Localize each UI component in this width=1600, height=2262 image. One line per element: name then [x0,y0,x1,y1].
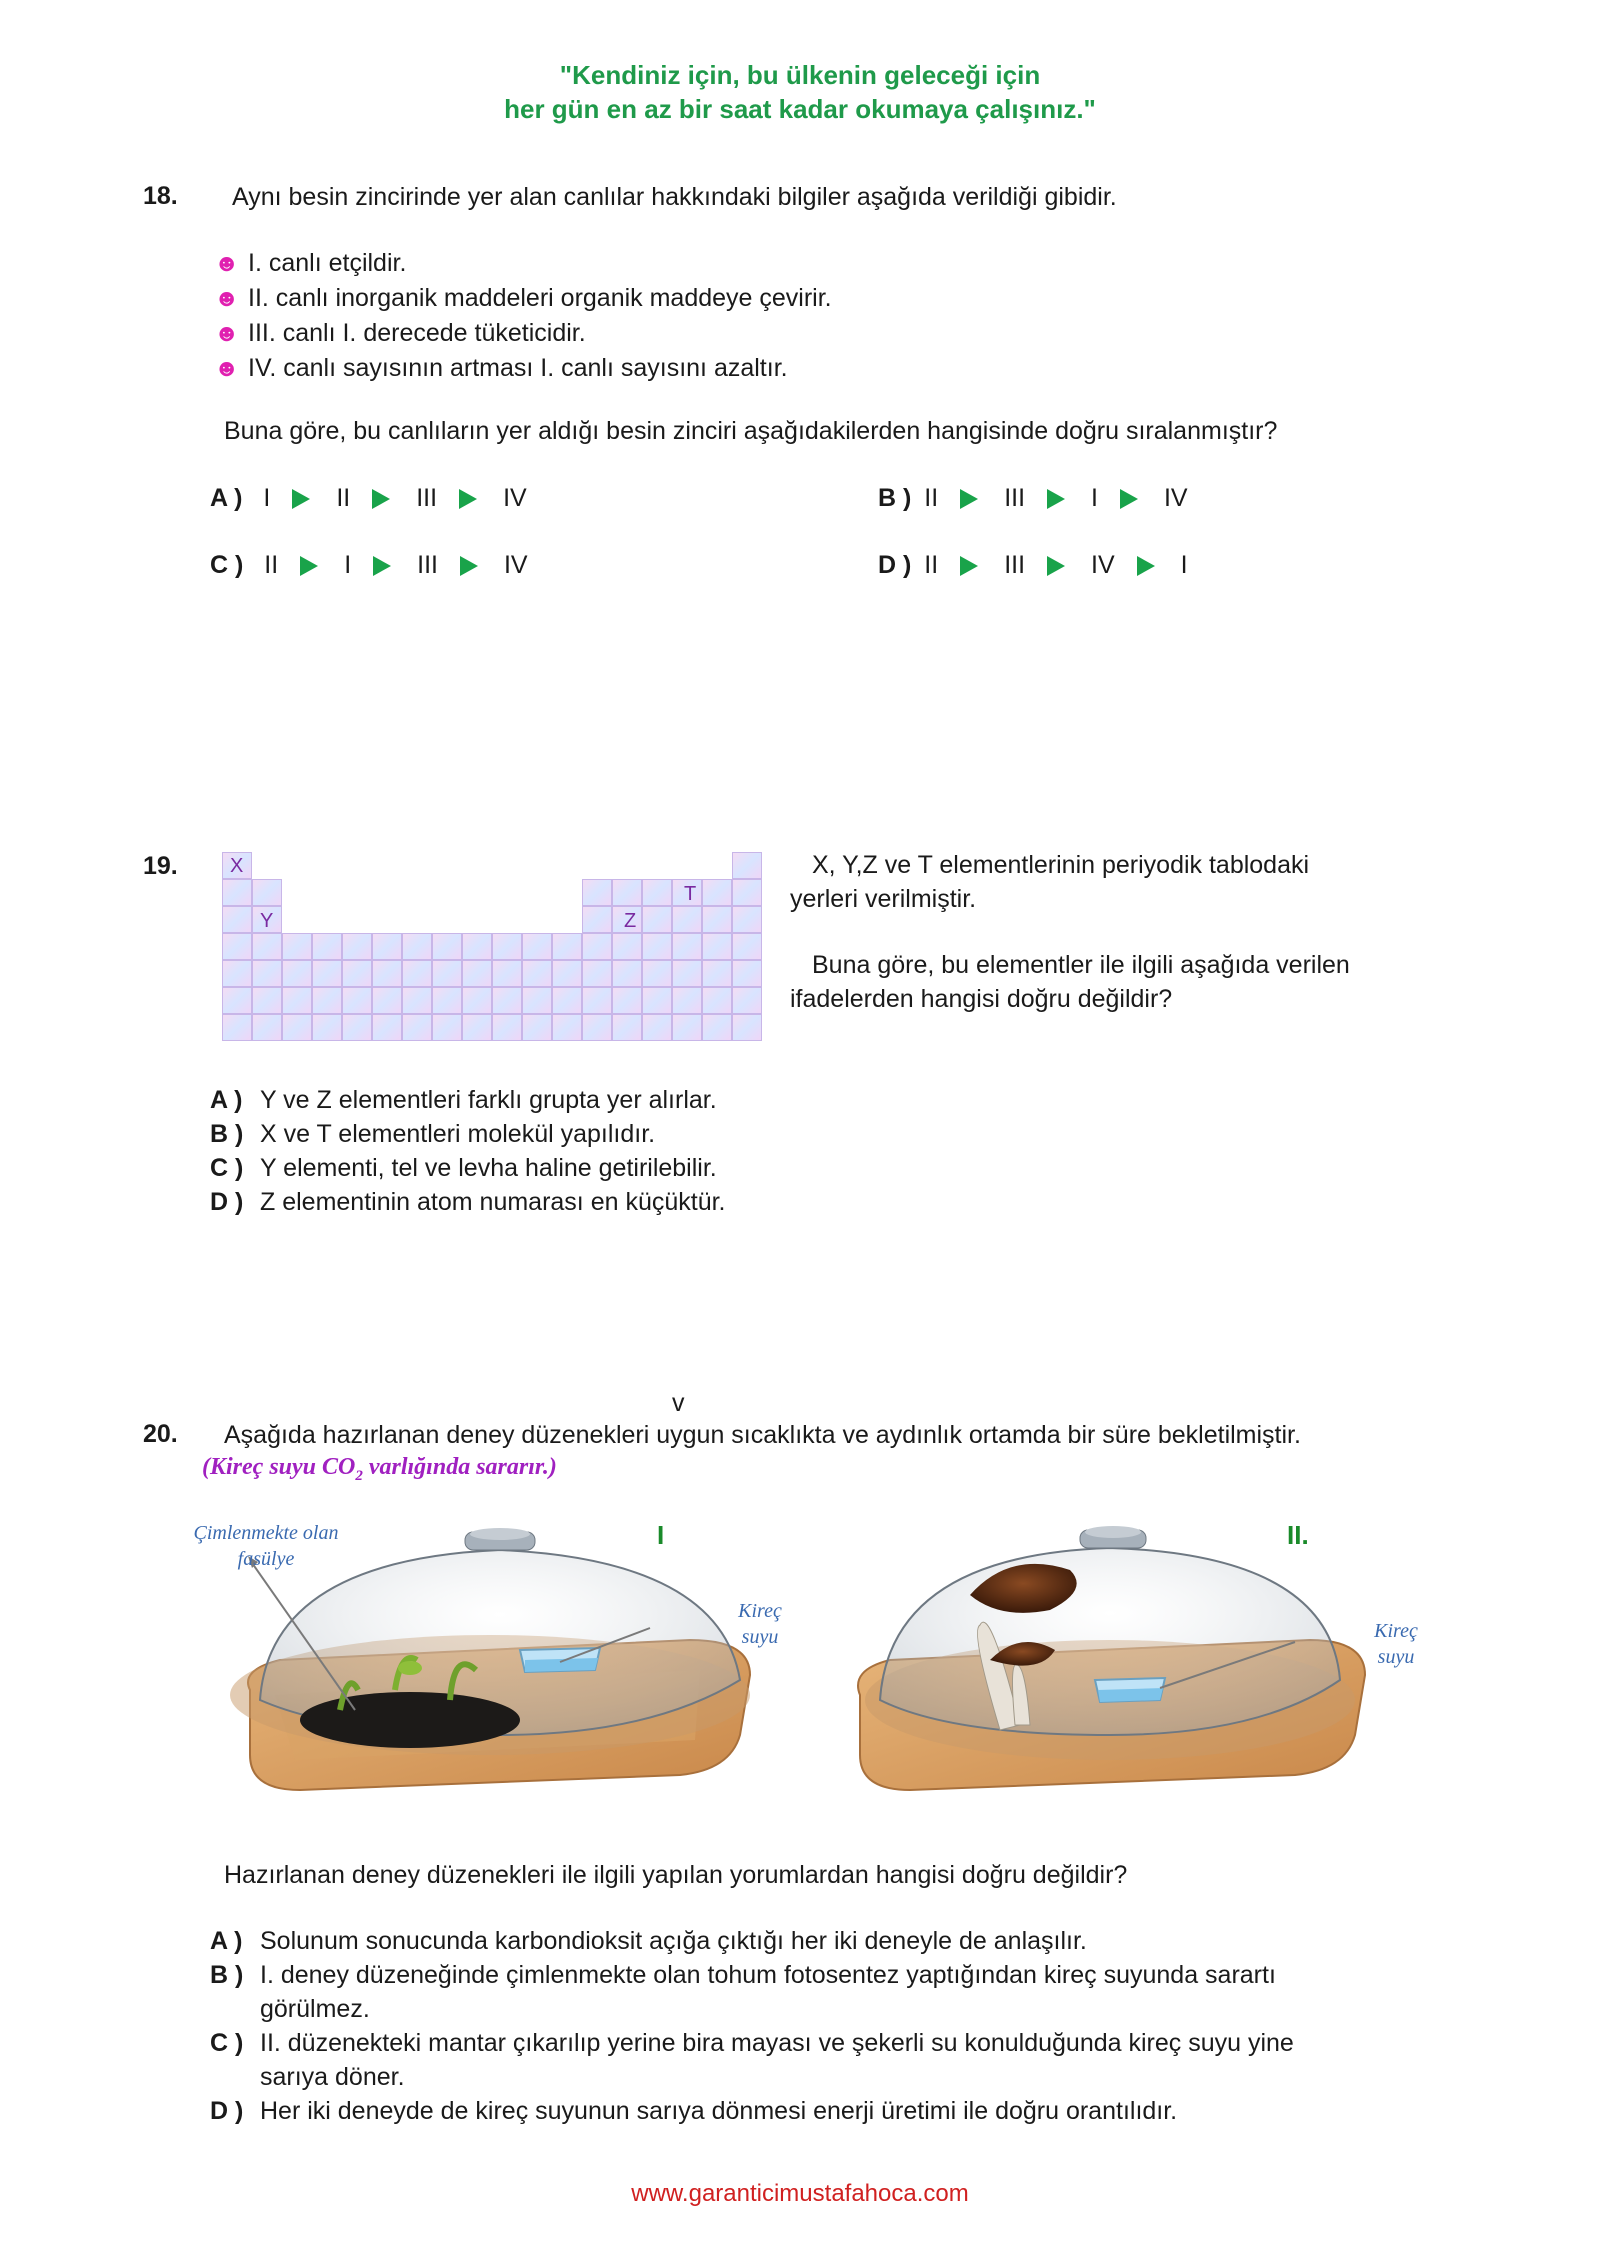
periodic-cell [432,933,462,960]
periodic-cell [282,960,312,987]
periodic-cell [732,852,762,879]
question-19-intro: X, Y,Z ve T elementlerinin periyodik tablodaki yerleri verilmiştir. [790,851,1310,913]
periodic-cell [462,960,492,987]
periodic-cell [642,960,672,987]
setup-2-water-label: Kireç suyu [1374,1620,1418,1668]
periodic-cell [222,933,252,960]
question-19-number: 19. [143,852,178,880]
periodic-cell [672,1014,702,1041]
periodic-cell [492,987,522,1014]
option-b[interactable]: B ) II III I IV [878,484,1188,512]
periodic-cell [642,906,672,933]
periodic-cell [612,879,642,906]
periodic-cell [552,987,582,1014]
periodic-cell [612,960,642,987]
setup-1-water-label: Kireç suyu [738,1600,782,1648]
periodic-cell [672,987,702,1014]
periodic-cell [222,1014,252,1041]
setup-2-illustration [840,1510,1380,1820]
periodic-cell [732,960,762,987]
arrow-right-icon [373,556,391,576]
periodic-cell [222,960,252,987]
arrow-right-icon [459,489,477,509]
periodic-cell [222,987,252,1014]
periodic-cell [642,933,672,960]
periodic-cell [732,933,762,960]
option-b[interactable]: B ) X ve T elementleri molekül yapılıdır. [210,1120,656,1148]
footer-url[interactable]: www.garanticimustafahoca.com [631,2180,969,2207]
periodic-cell [732,1014,762,1041]
setup-2-roman: II. [1287,1520,1309,1550]
bullet-item: ☻ IV. canlı sayısının artması I. canlı sayısını azaltır. [214,351,832,386]
smiley-bullet-icon: ☻ [214,285,240,312]
question-20-prompt: Hazırlanan deney düzenekleri ile ilgili yapılan yorumlardan hangisi doğru değildir? [224,1861,1128,1889]
periodic-cell [612,933,642,960]
periodic-cell [552,933,582,960]
question-20-options [210,1924,1410,2128]
periodic-cell [552,960,582,987]
periodic-cell [702,906,732,933]
periodic-cell [372,960,402,987]
periodic-cell [492,933,522,960]
periodic-cell [282,987,312,1014]
periodic-cell [702,987,732,1014]
option-b[interactable]: B ) I. deney düzeneğinde çimlenmekte olan tohum fotosentez yaptığından kireç suyunda sarartı görülmez. [210,1961,1276,2023]
periodic-cell [612,987,642,1014]
periodic-cell [432,1014,462,1041]
option-c[interactable]: C ) Y elementi, tel ve levha haline getirilebilir. [210,1154,717,1182]
periodic-cell [492,960,522,987]
element-z-label: Z [624,910,637,932]
arrow-right-icon [460,556,478,576]
bullet-item: ☻ II. canlı inorganik maddeleri organik maddeye çevirir. [214,281,832,316]
option-c[interactable]: C ) II. düzenekteki mantar çıkarılıp yerine bira mayası ve şekerli su konulduğunda kireç suyu yine sarıya döner. [210,2029,1294,2091]
arrow-right-icon [960,489,978,509]
seed-label: Çimlenmekte olan fasülye [193,1522,339,1570]
option-d[interactable]: D ) II III IV I [878,551,1188,579]
periodic-cell [732,987,762,1014]
element-t-label: T [684,883,697,905]
bullet-item: ☻ III. canlı I. derecede tüketicidir. [214,316,832,351]
quote-line-2: her gün en az bir saat kadar okumaya çalışınız." [504,94,1096,124]
periodic-cell [642,1014,672,1041]
periodic-cell [462,987,492,1014]
periodic-cell [372,1014,402,1041]
periodic-cell [732,906,762,933]
periodic-cell [582,933,612,960]
periodic-cell [222,906,252,933]
periodic-cell [402,987,432,1014]
periodic-cell [642,879,672,906]
periodic-cell [252,987,282,1014]
periodic-cell [522,1014,552,1041]
periodic-cell [282,1014,312,1041]
periodic-cell [342,960,372,987]
periodic-cell [222,879,252,906]
periodic-cell [612,1014,642,1041]
periodic-cell [702,960,732,987]
periodic-cell [402,1014,432,1041]
option-d[interactable]: D ) Her iki deneyde de kireç suyunun sarıya dönmesi enerji üretimi ile doğru orantılıdır. [210,2097,1178,2125]
periodic-cell [492,1014,522,1041]
option-d[interactable]: D ) Z elementinin atom numarası en küçüktür. [210,1188,726,1216]
header-quote [0,58,1600,126]
periodic-cell [522,987,552,1014]
lime-water-note: (Kireç suyu $CO_2$ varlığında sararır.) [202,1454,557,1484]
periodic-cell [312,1014,342,1041]
question-18-prompt: Buna göre, bu canlıların yer aldığı besin zinciri aşağıdakilerden hangisinde doğru sıralanmıştır? [224,417,1278,445]
periodic-cell [432,960,462,987]
arrow-right-icon [1137,556,1155,576]
periodic-table [222,852,768,1050]
periodic-cell [312,933,342,960]
periodic-cell [372,933,402,960]
periodic-cell [702,1014,732,1041]
arrow-right-icon [1047,489,1065,509]
periodic-cell [642,987,672,1014]
periodic-cell [312,960,342,987]
periodic-cell [582,960,612,987]
stray-mark: v [672,1389,685,1417]
option-a[interactable]: A ) Solunum sonucunda karbondioksit açığa çıktığı her iki deneyle de anlaşılır. [210,1927,1087,1955]
periodic-cell [252,960,282,987]
arrow-right-icon [372,489,390,509]
periodic-cell [432,987,462,1014]
element-y-label: Y [260,910,274,932]
question-19-prompt: Buna göre, bu elementler ile ilgili aşağıda verilen ifadelerden hangisi doğru değildir? [790,951,1350,1013]
periodic-cell [732,879,762,906]
arrow-right-icon [1047,556,1065,576]
periodic-cell [342,933,372,960]
option-a[interactable]: A ) Y ve Z elementleri farklı grupta yer alırlar. [210,1086,717,1114]
periodic-cell [252,879,282,906]
periodic-cell [252,933,282,960]
question-20-stem: Aşağıda hazırlanan deney düzenekleri uygun sıcaklıkta ve aydınlık ortamda bir süre bekletilmiştir. [224,1421,1301,1449]
periodic-cell [672,960,702,987]
option-c[interactable]: C ) II I III IV [210,551,528,579]
periodic-cell [582,987,612,1014]
question-18-stem: Aynı besin zincirinde yer alan canlılar hakkındaki bilgiler aşağıda verildiği gibidir. [232,183,1117,211]
arrow-right-icon [300,556,318,576]
question-20-number: 20. [143,1420,178,1448]
periodic-cell [582,1014,612,1041]
periodic-cell [582,879,612,906]
arrow-right-icon [960,556,978,576]
periodic-cell [342,1014,372,1041]
smiley-bullet-icon: ☻ [214,320,240,347]
periodic-cell [582,906,612,933]
periodic-cell [462,933,492,960]
periodic-cell [462,1014,492,1041]
arrow-right-icon [1120,489,1138,509]
quote-line-1: "Kendiniz için, bu ülkenin geleceği için [559,60,1041,90]
periodic-cell [672,906,702,933]
periodic-cell [522,960,552,987]
periodic-cell [402,960,432,987]
periodic-cell [552,1014,582,1041]
periodic-cell [282,933,312,960]
periodic-cell [672,933,702,960]
option-a[interactable]: A ) I II III IV [210,484,527,512]
question-19-options [210,1083,726,1219]
smiley-bullet-icon: ☻ [214,355,240,382]
periodic-cell [702,879,732,906]
element-x-label: X [230,855,244,877]
periodic-cell [372,987,402,1014]
periodic-cell [702,933,732,960]
question-18-number: 18. [143,182,178,210]
periodic-cell [252,1014,282,1041]
bullet-item: ☻ I. canlı etçildir. [214,246,832,281]
periodic-cell [402,933,432,960]
periodic-cell [522,933,552,960]
setup-1-roman: I [657,1520,665,1550]
question-18-bullets [214,246,832,386]
arrow-right-icon [292,489,310,509]
smiley-bullet-icon: ☻ [214,250,240,277]
periodic-cell [312,987,342,1014]
periodic-cell [342,987,372,1014]
bell-jar-setup-2 [840,1510,1380,1820]
